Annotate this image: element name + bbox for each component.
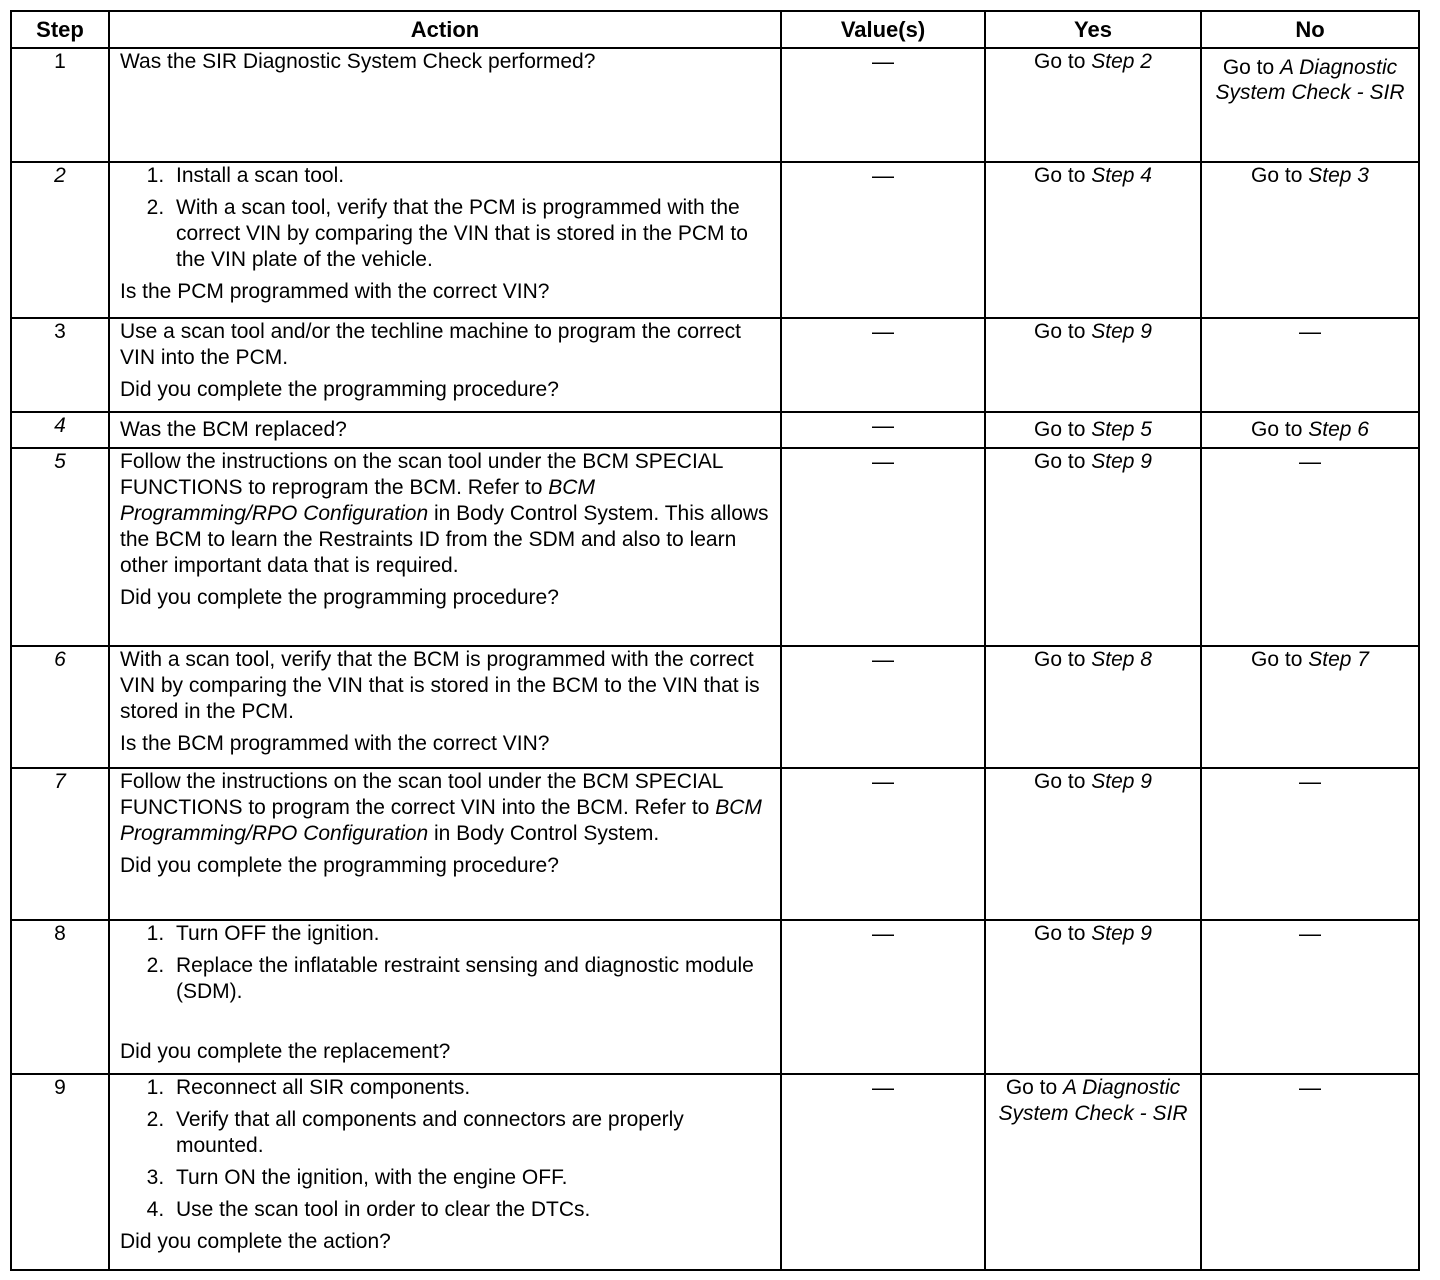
question-text: Was the BCM replaced? (120, 418, 347, 441)
question-text: Did you complete the programming procedure? (120, 378, 559, 401)
no-cell (1201, 48, 1419, 162)
question-text: Did you complete the programming procedure? (120, 586, 559, 609)
goto-label: Go to (1034, 450, 1086, 473)
yes-cell (985, 162, 1201, 318)
no-cell: — (1201, 920, 1419, 1074)
goto-label: Go to (1034, 418, 1086, 441)
doc-reference: BCM Programming/RPO Configuration (120, 796, 762, 845)
action-text: With a scan tool, verify that the BCM is programmed with the correct VIN by comparing the VIN that is stored in the BCM to the VIN that is stored in the PCM. (120, 648, 760, 723)
yes-target: Step 4 (1091, 164, 1152, 187)
doc-reference: BCM Programming/RPO Configuration (120, 476, 595, 525)
question-text: Was the SIR Diagnostic System Check performed? (120, 50, 596, 73)
no-target: Step 6 (1308, 418, 1369, 441)
action-cell (109, 448, 781, 646)
value-cell: — (781, 318, 985, 412)
table-row (11, 768, 1419, 920)
action-cell (109, 920, 781, 1074)
header-no: No (1201, 11, 1419, 48)
list-item: 4. Use the scan tool in order to clear the DTCs. (170, 1197, 770, 1223)
list-item: 2. Verify that all components and connectors are properly mounted. (170, 1107, 770, 1159)
yes-cell (985, 768, 1201, 920)
step-number: 1 (11, 48, 109, 162)
goto-label: Go to (1251, 648, 1303, 671)
value-cell: — (781, 448, 985, 646)
goto-label: Go to (1251, 418, 1303, 441)
list-item: 1. Install a scan tool. (170, 163, 770, 189)
table-row (11, 412, 1419, 448)
yes-target: Step 9 (1091, 450, 1152, 473)
no-cell: — (1201, 768, 1419, 920)
question-text: Did you complete the programming procedure? (120, 854, 559, 877)
goto-label: Go to (1034, 50, 1086, 73)
yes-target: A Diagnostic System Check - SIR (998, 1076, 1188, 1125)
list-item: 2. With a scan tool, verify that the PCM is programmed with the correct VIN by comparing the VIN that is stored in the PCM to the VIN plate of the vehicle. (170, 195, 770, 273)
step-number: 9 (11, 1074, 109, 1270)
goto-label: Go to (1034, 164, 1086, 187)
goto-label: Go to (1034, 648, 1086, 671)
question-text: Did you complete the replacement? (120, 1040, 451, 1063)
action-text-b: in Body Control System. (433, 822, 660, 845)
header-action: Action (109, 11, 781, 48)
goto-label: Go to (1222, 56, 1275, 79)
action-list (120, 921, 770, 1005)
yes-target: Step 9 (1091, 320, 1152, 343)
yes-target: Step 2 (1091, 50, 1152, 73)
step-number: 4 (11, 412, 109, 448)
no-cell (1201, 412, 1419, 448)
step-number: 3 (11, 318, 109, 412)
goto-label: Go to (1034, 922, 1086, 945)
no-cell: — (1201, 318, 1419, 412)
yes-cell (985, 48, 1201, 162)
table-row (11, 318, 1419, 412)
no-target: Step 3 (1308, 164, 1369, 187)
table-row (11, 162, 1419, 318)
diagnostic-table (10, 10, 1420, 1271)
goto-label: Go to (1034, 320, 1086, 343)
table-row (11, 646, 1419, 768)
step-number: 5 (11, 448, 109, 646)
action-text-a: Follow the instructions on the scan tool under the BCM SPECIAL FUNCTIONS to program the correct VIN into the BCM. Refer to (120, 770, 723, 819)
table-row (11, 920, 1419, 1074)
header-values: Value(s) (781, 11, 985, 48)
action-cell (109, 162, 781, 318)
table-row (11, 1074, 1419, 1270)
action-text: Use a scan tool and/or the techline machine to program the correct VIN into the PCM. (120, 320, 741, 369)
action-cell (109, 412, 781, 448)
list-item: 2. Replace the inflatable restraint sensing and diagnostic module (SDM). (170, 953, 770, 1005)
goto-label: Go to (1034, 770, 1086, 793)
value-cell: — (781, 768, 985, 920)
goto-label: Go to (1005, 1076, 1058, 1099)
yes-cell (985, 448, 1201, 646)
value-cell: — (781, 162, 985, 318)
action-cell (109, 646, 781, 768)
action-cell (109, 1074, 781, 1270)
step-number: 7 (11, 768, 109, 920)
yes-cell (985, 920, 1201, 1074)
question-text: Is the BCM programmed with the correct VIN? (120, 732, 550, 755)
action-text (120, 769, 770, 847)
value-cell: — (781, 920, 985, 1074)
action-text-a: Follow the instructions on the scan tool under the BCM SPECIAL FUNCTIONS to reprogram the BCM. Refer to (120, 450, 723, 499)
header-step: Step (11, 11, 109, 48)
no-target: Step 7 (1308, 648, 1369, 671)
no-target: A Diagnostic System Check - SIR (1215, 56, 1405, 104)
action-list (120, 163, 770, 273)
value-cell: — (781, 48, 985, 162)
list-item: 3. Turn ON the ignition, with the engine OFF. (170, 1165, 770, 1191)
yes-cell (985, 646, 1201, 768)
yes-target: Step 5 (1091, 418, 1152, 441)
yes-target: Step 8 (1091, 648, 1152, 671)
table-row (11, 448, 1419, 646)
value-cell: — (781, 412, 985, 448)
yes-target: Step 9 (1091, 922, 1152, 945)
action-text (120, 449, 770, 579)
step-number: 2 (11, 162, 109, 318)
question-text: Is the PCM programmed with the correct VIN? (120, 280, 550, 303)
action-cell (109, 768, 781, 920)
header-yes: Yes (985, 11, 1201, 48)
header-row (11, 11, 1419, 48)
goto-label: Go to (1251, 164, 1303, 187)
action-text-b: in Body Control System. This allows the BCM to learn the Restraints ID from the SDM and also to learn other important data that is required. (120, 502, 769, 577)
value-cell: — (781, 646, 985, 768)
step-number: 6 (11, 646, 109, 768)
yes-cell (985, 1074, 1201, 1270)
table-row (11, 48, 1419, 162)
question-text: Did you complete the action? (120, 1230, 391, 1253)
action-cell (109, 318, 781, 412)
no-cell (1201, 162, 1419, 318)
no-cell: — (1201, 1074, 1419, 1270)
no-cell (1201, 646, 1419, 768)
no-cell: — (1201, 448, 1419, 646)
yes-cell (985, 318, 1201, 412)
list-item: 1. Reconnect all SIR components. (170, 1075, 770, 1101)
action-cell (109, 48, 781, 162)
yes-target: Step 9 (1091, 770, 1152, 793)
step-number: 8 (11, 920, 109, 1074)
action-list (120, 1075, 770, 1223)
yes-cell (985, 412, 1201, 448)
list-item: 1. Turn OFF the ignition. (170, 921, 770, 947)
value-cell: — (781, 1074, 985, 1270)
